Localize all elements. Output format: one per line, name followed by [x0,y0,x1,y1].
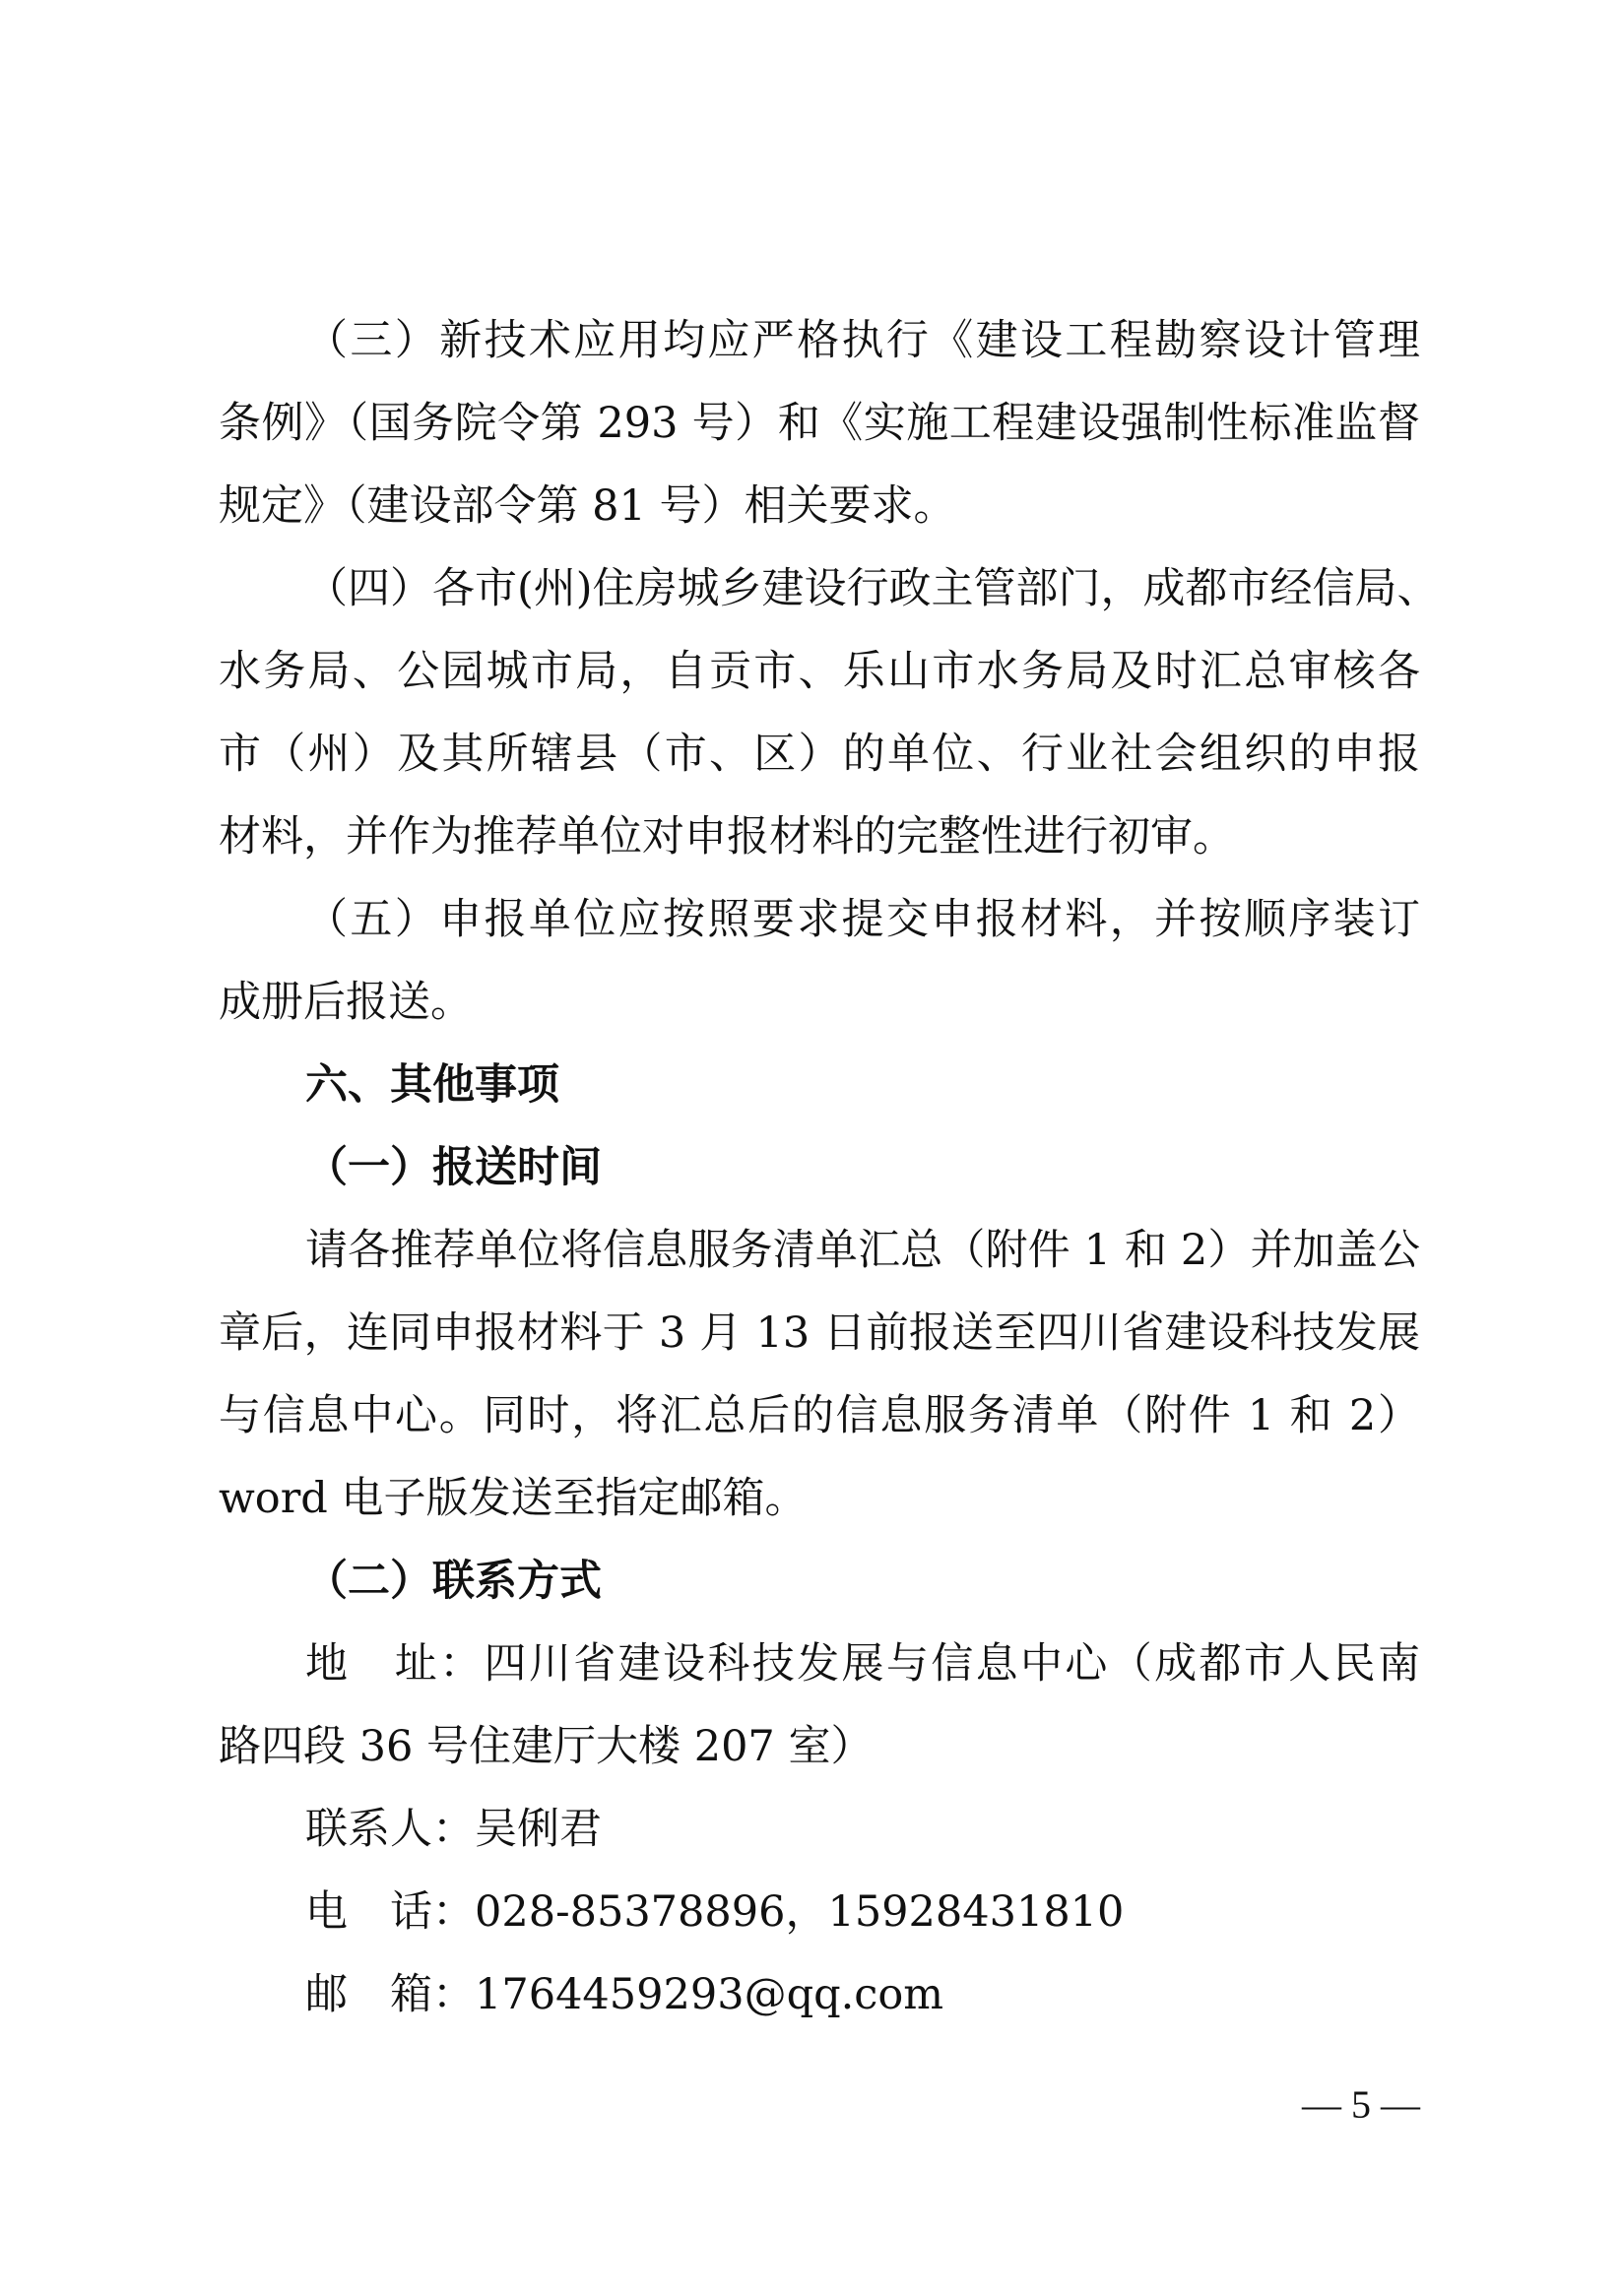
section-6-heading: 六、其他事项 [305,1060,559,1110]
contact-email: 邮 箱：1764459293@qq.com [305,1970,944,2019]
subsection-1-heading: （一）报送时间 [305,1143,602,1192]
subsection-1-line-1: 请各推荐单位将信息服务清单汇总（附件 1 和 2）并加盖公 [305,1226,1420,1275]
subsection-1-line-4: word 电子版发送至指定邮箱。 [219,1474,808,1523]
contact-person: 联系人：吴俐君 [305,1805,602,1854]
contact-phone: 电 话：028-85378896，15928431810 [305,1887,1125,1937]
contact-address-line-2: 路四段 36 号住建厅大楼 207 室） [219,1722,874,1771]
subsection-1-line-3: 与信息中心。同时，将汇总后的信息服务清单（附件 1 和 2） [219,1391,1420,1440]
subsection-1-line-2: 章后，连同申报材料于 3 月 13 日前报送至四川省建设科技发展 [219,1308,1420,1358]
page-number: — 5 — [1302,2082,1420,2127]
paragraph-3-line-2: 条例》（国务院令第 293 号）和《实施工程建设强制性标准监督 [219,399,1420,448]
paragraph-4-line-4: 材料，并作为推荐单位对申报材料的完整性进行初审。 [219,812,1235,861]
paragraph-4-line-2: 水务局、公园城市局，自贡市、乐山市水务局及时汇总审核各 [219,647,1420,696]
paragraph-3-line-1: （三）新技术应用均应严格执行《建设工程勘察设计管理 [305,316,1420,365]
paragraph-5-line-1: （五）申报单位应按照要求提交申报材料，并按顺序装订 [305,895,1420,944]
subsection-2-heading: （二）联系方式 [305,1557,602,1606]
contact-address-line-1: 地 址：四川省建设科技发展与信息中心（成都市人民南 [305,1639,1420,1689]
paragraph-4-line-1: （四）各市(州)住房城乡建设行政主管部门，成都市经信局、 [305,564,1440,613]
paragraph-4-line-3: 市（州）及其所辖县（市、区）的单位、行业社会组织的申报 [219,730,1420,779]
paragraph-5-line-2: 成册后报送。 [219,978,473,1027]
paragraph-3-line-3: 规定》（建设部令第 81 号）相关要求。 [219,481,956,531]
